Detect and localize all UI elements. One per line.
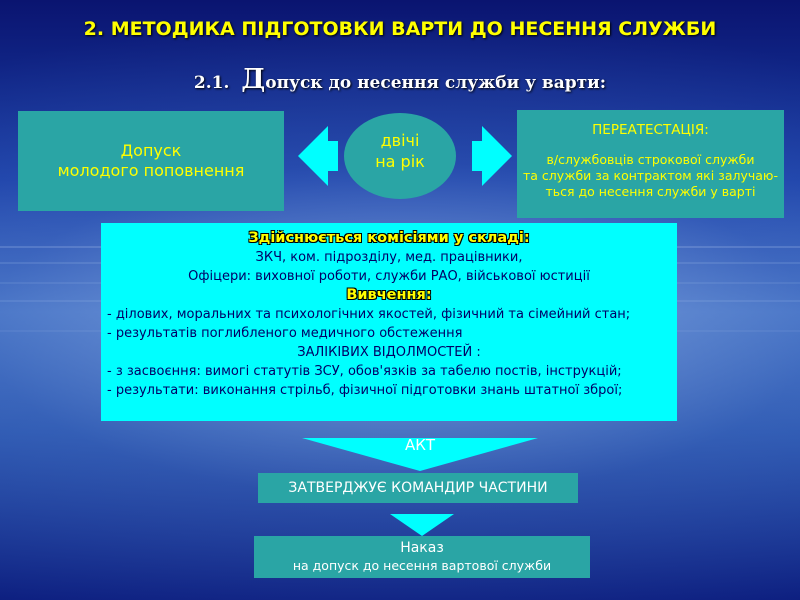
recertification-header: ПЕРЕАТЕСТАЦІЯ: [592,122,709,138]
order-title: Наказ [400,540,444,556]
commission-box [101,223,677,421]
act-label: АКТ [404,436,436,454]
subtitle-initial: Д [241,64,266,95]
recertification-line1: в/службовців строкової служби [546,152,755,167]
frequency-text [345,130,455,172]
right-arrow [472,126,512,186]
recertification-line3: ться до несення служби у варті [545,184,756,199]
subtitle-number: 2.1. [193,73,230,93]
study-item-medical: - результатів поглибленого медичного обстеження [107,326,463,341]
commission-members-line1: ЗКЧ, ком. підрозділу, мед. працівники, [255,250,523,265]
commission-members-line2: Офіцери: виховної роботи, служби РАО, військової юстиції [188,269,590,284]
frequency-line2: на рік [375,152,425,171]
order-description: на допуск до несення вартової служби [292,558,552,573]
young-recruits-line1: Допуск [120,141,182,160]
young-recruits-box [18,111,284,211]
commission-heading: Здійснюється комісіями у складі: [248,230,530,246]
left-arrow [298,126,338,186]
slide-subtitle [0,64,800,95]
commander-approval-box: ЗАТВЕРДЖУЄ КОМАНДИР ЧАСТИНИ [258,473,578,503]
test-item-results: - результати: виконання стрільб, фізичної підготовки знань штатної зброї; [107,383,623,398]
test-sheets-heading: ЗАЛІКІВИХ ВІДОЛМОСТЕЙ : [297,345,481,360]
study-item-qualities: - ділових, моральних та психологічних якостей, фізичний та сімейний стан; [107,307,631,322]
recertification-box [517,110,784,218]
down-triangle [390,514,454,536]
study-heading: Вивчення: [346,287,432,303]
subtitle-rest: опуск до несення служби у варти: [265,73,607,93]
young-recruits-line2: молодого поповнення [57,161,245,180]
test-item-statutes: - з засвоєння: вимогі статутів ЗСУ, обов'язків за табелю постів, інструкцій; [107,364,622,379]
recertification-line2: та служби за контрактом які залучаю- [523,168,778,183]
frequency-line1: двічі [380,131,420,150]
slide-title: 2. МЕТОДИКА ПІДГОТОВКИ ВАРТИ ДО НЕСЕННЯ СЛУЖБИ [83,18,717,40]
order-box [254,536,590,578]
funnel-arrow-2 [388,513,456,537]
